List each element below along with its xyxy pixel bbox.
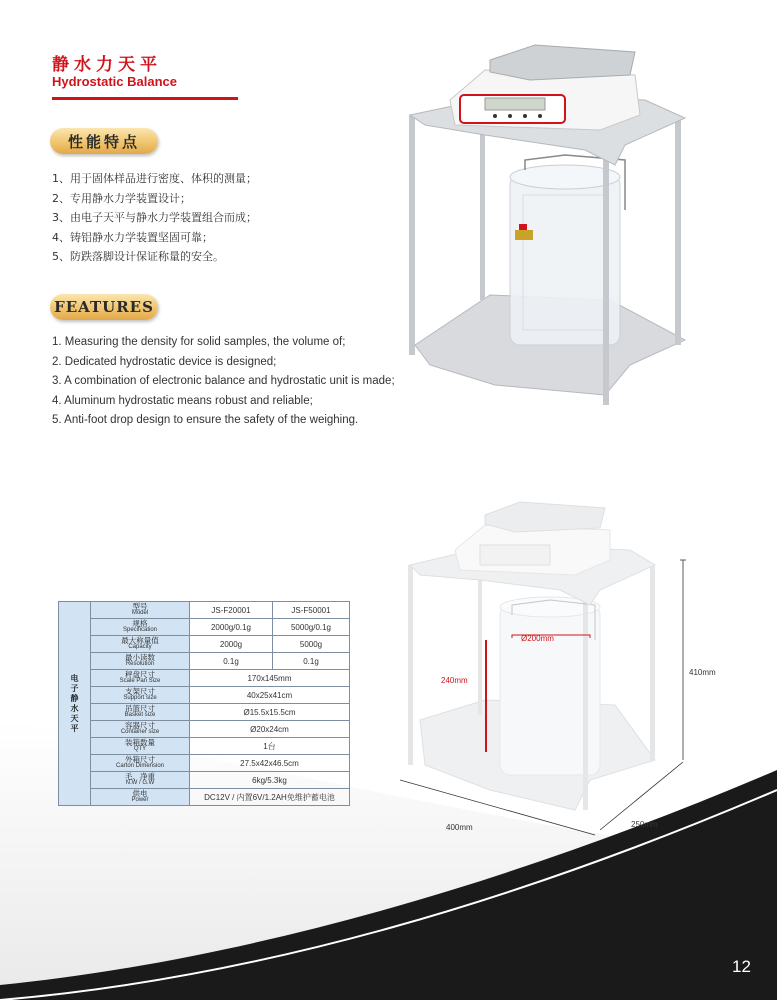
list-item: 1、用于固体样品进行密度、体积的测量； (52, 172, 257, 185)
label-en: Resolution (125, 661, 155, 667)
cell: 5000g/0.1g (273, 619, 350, 636)
table-row (59, 636, 350, 653)
row-label (91, 738, 190, 755)
cell: 0.1g (190, 653, 273, 670)
label-en: Carton Dimension (115, 763, 165, 769)
label-en: N.W / G.W (125, 780, 155, 786)
cell: 6kg/5.3kg (190, 772, 350, 789)
model-col2: JS-F50001 (273, 602, 350, 619)
side-char: 静 (70, 693, 79, 703)
product-photo (395, 40, 695, 420)
cell: 5000g (273, 636, 350, 653)
table-row (59, 721, 350, 738)
side-char: 子 (70, 683, 79, 693)
cell: 170x145mm (190, 670, 350, 687)
label-cn: 容器尺寸 (125, 720, 155, 730)
label-cn: 吊篮尺寸 (125, 703, 155, 713)
cell: 27.5x42x46.5cm (190, 755, 350, 772)
table-row (59, 704, 350, 721)
label-cn: 秤盘尺寸 (125, 669, 155, 679)
table-row (59, 653, 350, 670)
label-cn: 供电 (132, 788, 148, 798)
list-item: 2、专用静水力学装置设计； (52, 191, 191, 205)
cell: 40x25x41cm (190, 687, 350, 704)
row-label (91, 755, 190, 772)
label-cn: 最小读数 (125, 652, 155, 662)
cell: 0.1g (273, 653, 350, 670)
list-item: 4. Aluminum hydrostatic means robust and reliable; (52, 394, 313, 407)
page-number: 12 (732, 957, 751, 976)
page-title-cn: 静水力天平 (52, 55, 162, 75)
row-label (91, 789, 190, 806)
label-cn: 最大称量值 (121, 635, 159, 645)
label-en: Support size (123, 695, 157, 701)
table-row (59, 789, 350, 806)
features-en-heading: FEATURES (50, 294, 158, 320)
row-label (91, 721, 190, 738)
row-label (91, 602, 190, 619)
dim-diameter: Ø200mm (521, 634, 554, 643)
row-label (91, 704, 190, 721)
row-label (91, 670, 190, 687)
dimension-drawing (400, 490, 700, 840)
spec-table (58, 601, 350, 806)
features-cn-list (52, 169, 257, 267)
list-item: 5、防跌落脚设计保证称量的安全。 (52, 250, 224, 263)
label-en: Capacity (128, 644, 152, 650)
dim-total-height: 410mm (689, 668, 716, 677)
list-item: 4、铸铝静水力学装置坚固可靠； (52, 230, 213, 244)
table-row (59, 755, 350, 772)
table-row (59, 670, 350, 687)
table-row (59, 619, 350, 636)
features-en-list (52, 333, 396, 431)
model-col1: JS-F20001 (190, 602, 273, 619)
cell: 2000g/0.1g (190, 619, 273, 636)
cell: Ø20x24cm (190, 721, 350, 738)
list-item: 3. A combination of electronic balance and hydrostatic unit is made; (52, 375, 395, 387)
label-en: QTY (133, 746, 147, 752)
row-label (91, 772, 190, 789)
label-en: Model (131, 610, 149, 616)
title-underline (52, 97, 238, 100)
label-en: Scale Pan Size (119, 678, 161, 684)
list-item: 3、由电子天平与静水力学装置组合而成； (52, 211, 257, 224)
label-cn: 毛、净重 (125, 771, 155, 781)
dim-width: 400mm (446, 823, 473, 832)
label-cn: 外箱尺寸 (125, 754, 155, 764)
row-label (91, 653, 190, 670)
side-char: 电 (70, 673, 79, 683)
label-cn: 规格 (132, 618, 148, 628)
row-label (91, 687, 190, 704)
label-en: Container size (120, 729, 160, 735)
list-item: 5. Anti-foot drop design to ensure the safety of the weighing. (52, 414, 359, 426)
label-cn: 型号 (132, 601, 148, 611)
page-title-en: Hydrostatic Balance (52, 74, 177, 89)
row-label (91, 636, 190, 653)
cell: DC12V / 内置6V/1.2AH免维护蓄电池 (190, 789, 350, 806)
label-en: Specification (122, 627, 158, 633)
table-row (59, 738, 350, 755)
label-cn: 支架尺寸 (125, 686, 155, 696)
cell: Ø15.5x15.5cm (190, 704, 350, 721)
side-char: 平 (70, 723, 79, 733)
list-item: 1. Measuring the density for solid samples, the volume of; (52, 336, 346, 348)
table-row (59, 772, 350, 789)
row-label (91, 619, 190, 636)
features-cn-heading: 性能特点 (50, 128, 158, 154)
label-en: Power (131, 797, 149, 803)
table-side-label (59, 602, 91, 806)
cell: 2000g (190, 636, 273, 653)
list-item: 2. Dedicated hydrostatic device is designed; (52, 355, 277, 368)
side-char: 天 (70, 713, 79, 723)
dim-container-height: 240mm (441, 676, 468, 685)
dim-depth: 250mm (631, 820, 658, 829)
label-en: Basket size (124, 712, 156, 718)
cell: 1台 (190, 738, 350, 755)
table-row (59, 602, 350, 619)
side-char: 水 (70, 703, 79, 713)
label-cn: 装箱数量 (125, 737, 155, 747)
table-row (59, 687, 350, 704)
